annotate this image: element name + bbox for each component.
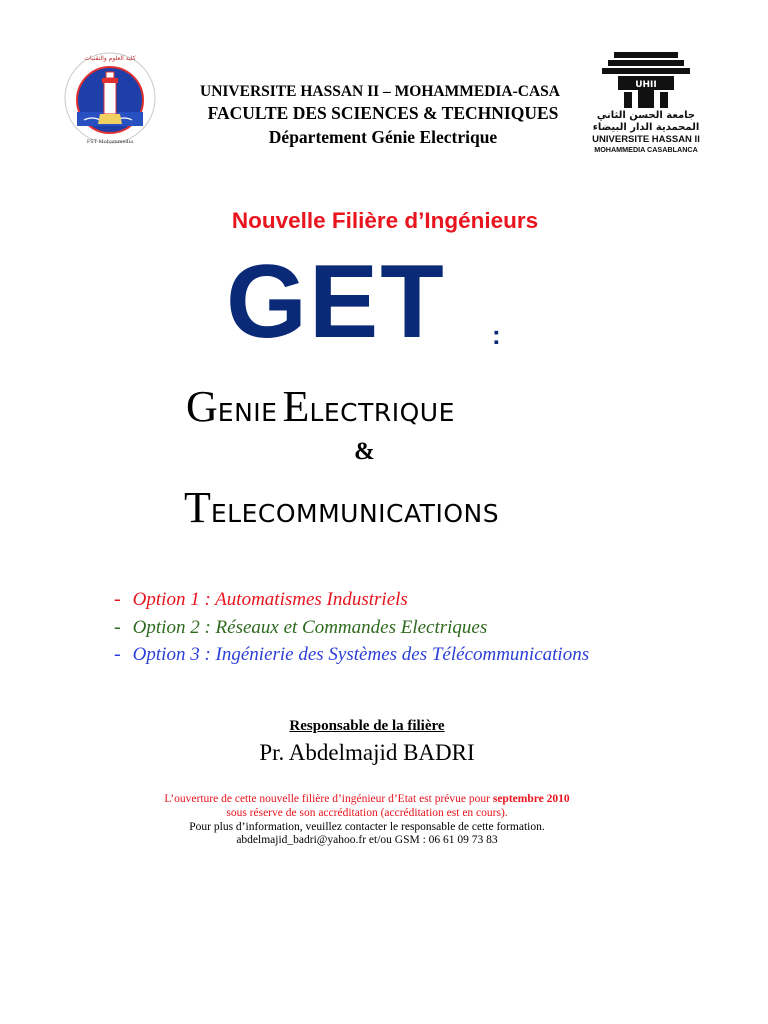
initial-t: T (184, 483, 211, 532)
note-accreditation: sous réserve de son accréditation (accréditation est en cours). (226, 807, 508, 819)
initial-g: G (186, 382, 218, 431)
svg-text:UNIVERSITE HASSAN II: UNIVERSITE HASSAN II (592, 134, 700, 145)
word-elecommunications: ELECOMMUNICATIONS (210, 499, 500, 528)
title-line-genie-electrique (186, 381, 455, 432)
option-dash: - (114, 588, 121, 610)
option-label: Option 2 : Réseaux et Commandes Electriques (132, 617, 488, 638)
title-line-telecommunications (184, 482, 499, 533)
option-dash: - (114, 616, 121, 638)
note-opening-text: L’ouverture de cette nouvelle filière d’ingénieur d’Etat est prévue pour (164, 793, 493, 805)
svg-text:UHII: UHII (635, 80, 657, 90)
note-opening-date-value: septembre 2010 (492, 793, 570, 805)
fst-mohammedia-seal-icon (62, 50, 158, 146)
faculty-name: FACULTE DES SCIENCES & TECHNIQUES (207, 103, 559, 123)
option-label: Option 3 : Ingénierie des Systèmes des Télécommunications (132, 644, 590, 665)
universite-hassan-ii-logo-icon (588, 50, 704, 156)
option-item-3 (114, 643, 589, 666)
title-ampersand: & (354, 438, 375, 465)
note-contact-details: abdelmajid_badri@yahoo.fr et/ou GSM : 06 61 09 73 83 (236, 834, 498, 846)
note-contact-info: Pour plus d’information, veuillez contacter le responsable de cette formation. (189, 821, 545, 833)
program-title: Nouvelle Filière d’Ingénieurs (231, 208, 539, 233)
responsible-heading: Responsable de la filière (289, 718, 445, 734)
responsible-name: Pr. Abdelmajid BADRI (259, 740, 475, 765)
university-name: UNIVERSITE HASSAN II – MOHAMMEDIA-CASA (200, 83, 560, 100)
acronym-colon: : (492, 320, 501, 350)
word-enie: ENIE (217, 398, 278, 427)
initial-e: E (282, 382, 310, 431)
svg-text:FST Mohammedia: FST Mohammedia (86, 139, 134, 145)
word-lectrique: LECTRIQUE (309, 398, 455, 427)
svg-text:جامعة الحسن الثاني: جامعة الحسن الثاني (596, 110, 696, 121)
department-name: Département Génie Electrique (268, 127, 498, 147)
option-label: Option 1 : Automatismes Industriels (132, 589, 408, 610)
program-acronym: GET (226, 244, 446, 360)
option-item-1 (114, 588, 408, 611)
svg-text:MOHAMMEDIA CASABLANCA: MOHAMMEDIA CASABLANCA (594, 145, 698, 154)
svg-text:المحمدية الدار البيضاء: المحمدية الدار البيضاء (592, 122, 700, 133)
note-opening-date (0, 793, 734, 805)
option-item-2 (114, 616, 487, 639)
svg-text:كلية العلوم والتقنيات: كلية العلوم والتقنيات (84, 55, 136, 62)
option-dash: - (114, 643, 121, 665)
